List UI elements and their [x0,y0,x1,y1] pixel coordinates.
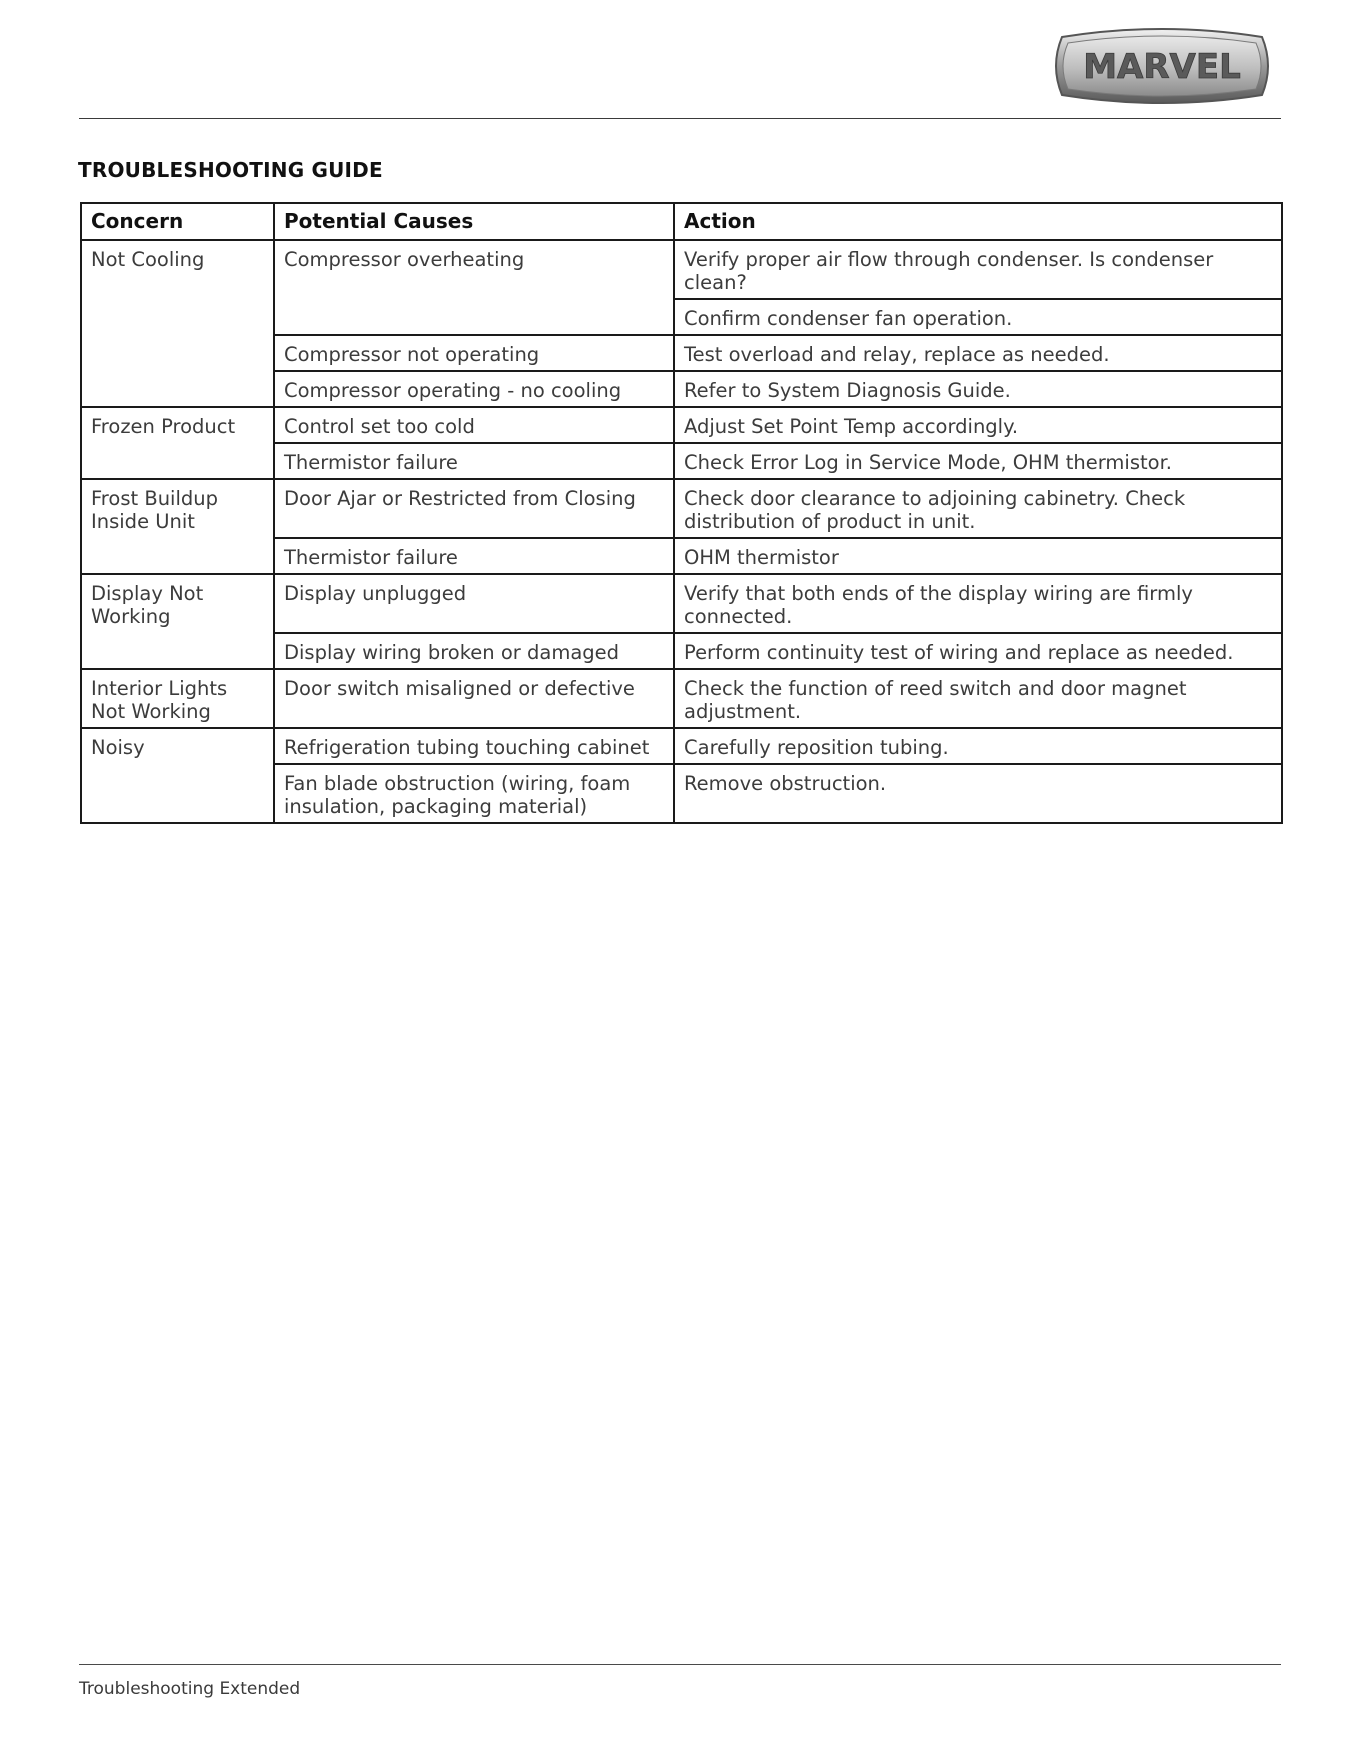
concern-cell: Display Not Working [81,574,274,669]
page-title: TROUBLESHOOTING GUIDE [78,158,383,182]
table-header-row [81,203,1282,240]
action-cell: Check door clearance to adjoining cabinetry. Check distribution of product in unit. [674,479,1282,538]
action-cell: Perform continuity test of wiring and replace as needed. [674,633,1282,669]
cause-cell: Control set too cold [274,407,674,443]
action-cell: Check Error Log in Service Mode, OHM thermistor. [674,443,1282,479]
cause-cell: Door switch misaligned or defective [274,669,674,728]
table-row [81,728,1282,764]
troubleshooting-table [80,202,1283,824]
cause-cell: Display unplugged [274,574,674,633]
action-cell: Test overload and relay, replace as needed. [674,335,1282,371]
action-cell: Confirm condenser fan operation. [674,299,1282,335]
cause-cell: Compressor not operating [274,335,674,371]
cause-cell: Refrigeration tubing touching cabinet [274,728,674,764]
footer-divider [79,1664,1281,1665]
action-cell: Refer to System Diagnosis Guide. [674,371,1282,407]
header-divider [79,118,1281,119]
action-cell: Remove obstruction. [674,764,1282,823]
concern-cell: Frost Buildup Inside Unit [81,479,274,574]
action-cell: Verify proper air flow through condenser. Is condenser clean? [674,240,1282,299]
column-header-concern: Concern [81,203,274,240]
action-cell: Carefully reposition tubing. [674,728,1282,764]
cause-cell: Fan blade obstruction (wiring, foam insulation, packaging material) [274,764,674,823]
concern-cell: Interior Lights Not Working [81,669,274,728]
cause-cell: Thermistor failure [274,443,674,479]
concern-cell: Not Cooling [81,240,274,407]
table-row [81,407,1282,443]
cause-cell: Display wiring broken or damaged [274,633,674,669]
action-cell: Adjust Set Point Temp accordingly. [674,407,1282,443]
table-row [81,479,1282,538]
column-header-causes: Potential Causes [274,203,674,240]
cause-cell: Door Ajar or Restricted from Closing [274,479,674,538]
table-row [81,669,1282,728]
concern-cell: Noisy [81,728,274,823]
footer-label: Troubleshooting Extended [79,1679,301,1699]
concern-cell: Frozen Product [81,407,274,479]
action-cell: Check the function of reed switch and door magnet adjustment. [674,669,1282,728]
cause-cell: Thermistor failure [274,538,674,574]
logo-wordmark: MARVEL [1083,47,1241,87]
table-row [81,240,1282,299]
cause-cell: Compressor operating - no cooling [274,371,674,407]
table-row [81,574,1282,633]
marvel-logo [1048,27,1276,105]
cause-cell: Compressor overheating [274,240,674,335]
action-cell: Verify that both ends of the display wiring are firmly connected. [674,574,1282,633]
column-header-action: Action [674,203,1282,240]
action-cell: OHM thermistor [674,538,1282,574]
